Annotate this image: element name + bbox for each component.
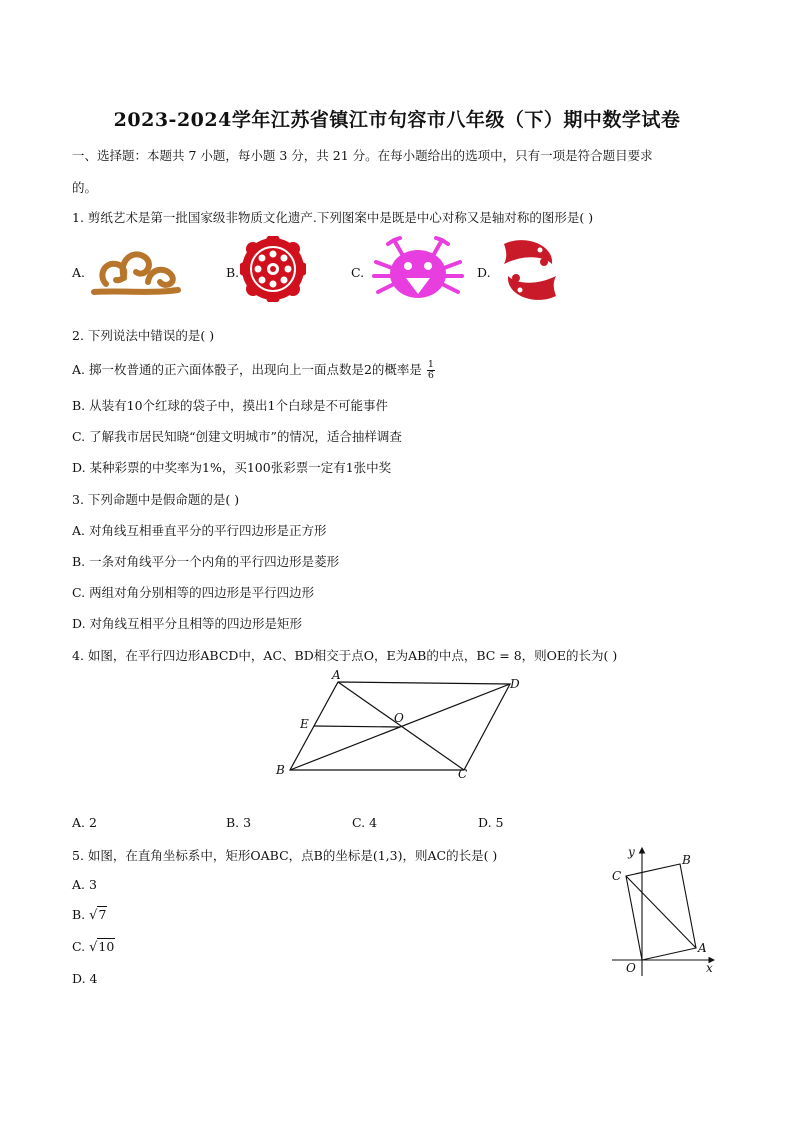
label-a-q5: A [698,941,707,955]
q5-option-b-prefix: B. [72,907,90,922]
q3-stem: 3. 下列命题中是假命题的是( ) [72,492,240,507]
diagonal-ac-q5 [626,876,696,948]
q1-option-b-label: B. [226,265,240,280]
q1-option-b-flower-image [240,236,306,302]
q5-option-d: D. 4 [72,971,98,986]
q2-option-d: D. 某种彩票的中奖率为1%，买100张彩票一定有1张中奖 [72,460,392,475]
label-b-q5: B [682,853,691,867]
label-x: x [706,961,713,975]
q2-option-a [72,360,435,381]
q1-stem: 1. 剪纸艺术是第一批国家级非物质文化遗产.下列图案中是既是中心对称又是轴对称的图形是( ) [72,210,594,225]
q4-option-a: A. 2 [72,815,97,830]
label-c: C [458,767,468,781]
section-header-line2: 的。 [72,180,98,195]
sqrt-sign: √ [89,940,98,955]
q1-option-d-label: D. [477,265,491,280]
crab-left-claw [388,238,402,254]
q1-option-a-cloud-image [88,238,184,300]
q5-option-c [72,939,115,955]
q1-option-d-fish-image [494,234,566,306]
q2-option-c: C. 了解我市居民知晓“创建文明城市”的情况，适合抽样调查 [72,429,402,444]
q4-parallelogram-figure [270,668,530,786]
q2-fraction [427,360,435,381]
cloud-curl-right [148,270,173,285]
q5-coordinate-figure [606,840,724,980]
label-a: A [332,668,341,682]
q5-option-a: A. 3 [72,877,97,892]
q3-option-a: A. 对角线互相垂直平分的平行四边形是正方形 [72,523,327,538]
q5-option-c-prefix: C. [72,939,90,954]
q2-option-b: B. 从装有10个红球的袋子中，摸出1个白球是不可能事件 [72,398,388,413]
label-y: y [628,845,635,859]
q1-option-a-label: A. [72,265,86,280]
q2-stem: 2. 下列说法中错误的是( ) [72,328,215,343]
q5-stem: 5. 如图，在直角坐标系中，矩形OABC，点B的坐标是(1,3)，则AC的长是( ) [72,848,498,863]
q4-stem: 4. 如图，在平行四边形ABCD中，AC、BD相交于点O，E为AB的中点，BC = 8，则OE的长为( ) [72,648,618,663]
q3-option-b: B. 一条对角线平分一个内角的平行四边形是菱形 [72,554,340,569]
section-header-line1: 一、选择题：本题共 7 小题，每小题 3 分，共 21 分。在每小题给出的选项中，只有一项是符合题目要求 [72,148,653,163]
page-title: 2023-2024学年江苏省镇江市句容市八年级（下）期中数学试卷 [113,109,681,131]
label-b: B [276,763,285,777]
q5-option-b [72,907,107,923]
q4-option-b: B. 3 [226,815,252,830]
q2-option-a-text: A. 掷一枚普通的正六面体骰子，出现向上一面点数是2的概率是 [72,362,422,377]
label-c-q5: C [612,869,622,883]
q5-option-b-radicand: 7 [98,907,107,922]
label-d: D [510,677,520,691]
q3-option-c: C. 两组对角分别相等的四边形是平行四边形 [72,585,315,600]
sqrt-sign: √ [89,908,98,923]
q1-option-c-crab-image [370,234,466,304]
q2-fraction-den: 6 [427,370,434,381]
q1-option-c-label: C. [351,265,365,280]
q4-option-c: C. 4 [352,815,378,830]
label-o-q5: O [626,961,636,975]
label-e: E [300,717,309,731]
q4-option-d: D. 5 [478,815,504,830]
q5-option-c-radicand: 10 [98,939,115,954]
q2-fraction-num: 1 [427,359,434,370]
crab-right-claw [434,238,448,254]
segment-eo [314,726,400,727]
label-o: O [394,711,404,725]
cloud-base-stroke [94,290,178,292]
q3-option-d: D. 对角线互相平分且相等的四边形是矩形 [72,616,303,631]
